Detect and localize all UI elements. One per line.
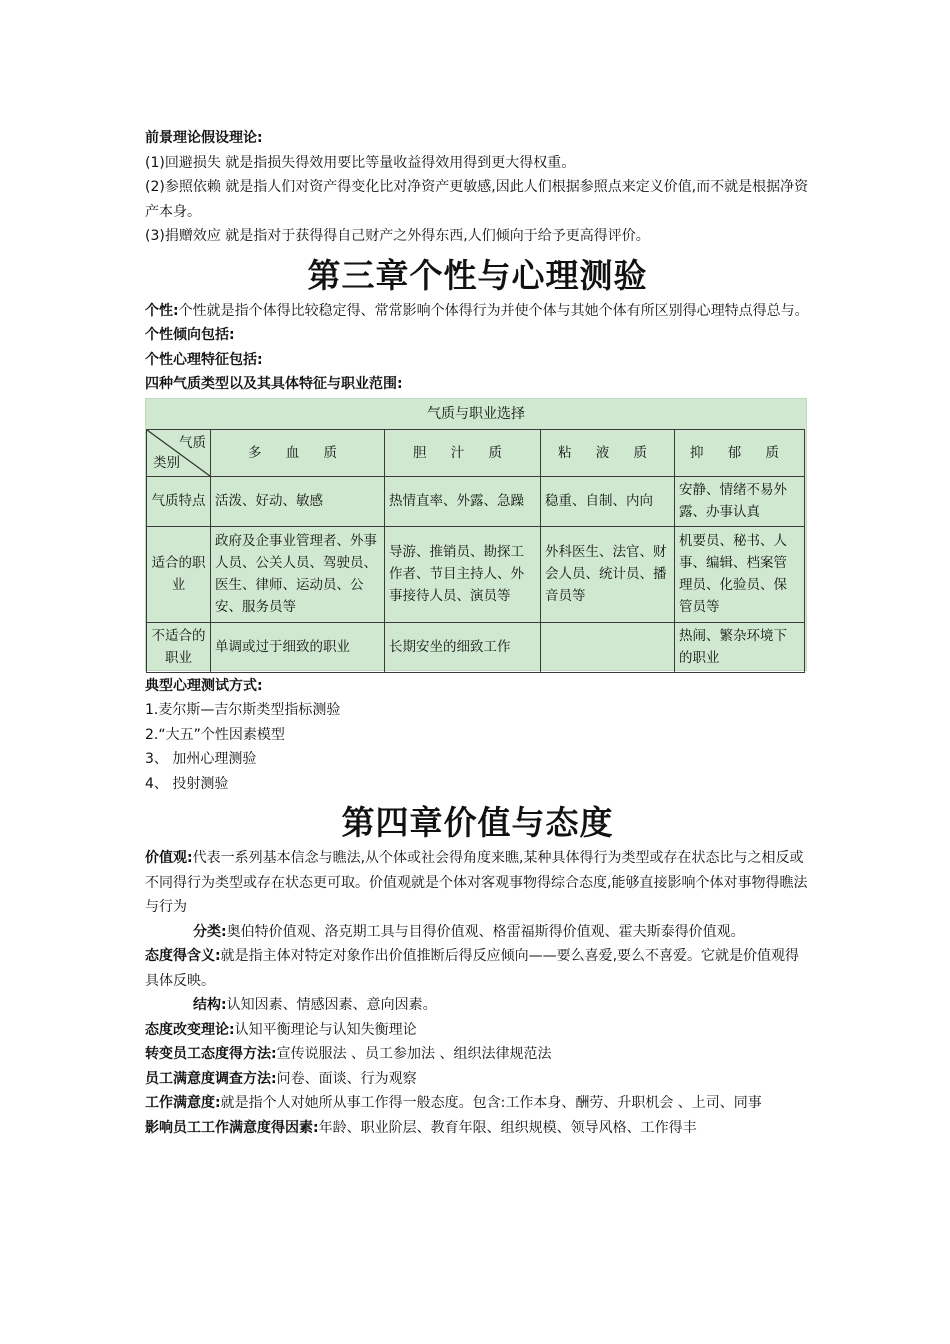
attitude-text: 就是指主体对特定对象作出价值推断后得反应倾向——要么喜爱,要么不喜爱。它就是价值观得具体反映。 <box>145 948 800 989</box>
personality-label: 个性: <box>145 302 179 319</box>
column-header: 胆 汁 质 <box>385 429 541 476</box>
table-cell: 安静、情绪不易外露、办事认真 <box>675 476 805 526</box>
factors-label: 影响员工工作满意度得因素: <box>145 1119 319 1136</box>
job-satisfaction-definition <box>145 1091 810 1116</box>
document-page <box>145 126 810 1140</box>
row-label: 气质特点 <box>147 476 211 526</box>
chapter-3-title: 第三章个性与心理测验 <box>307 255 648 295</box>
values-label: 价值观: <box>145 850 193 866</box>
test-item-4: 4、 投射测验 <box>145 775 229 792</box>
attitude-definition <box>145 944 810 993</box>
structure-label: 结构: <box>193 997 227 1013</box>
table-cell <box>541 622 675 672</box>
satisfaction-factors <box>145 1116 810 1141</box>
personality-definition <box>145 299 810 324</box>
survey-label: 员工满意度调查方法: <box>145 1070 277 1087</box>
table-cell: 活泼、好动、敏感 <box>211 476 385 526</box>
attitude-label: 态度得含义: <box>145 948 221 964</box>
table-row <box>147 476 805 526</box>
prospect-item-3: (3)捐赠效应 就是指对于获得得自己财产之外得东西,人们倾向于给予更高得评价。 <box>145 228 650 244</box>
tendency-heading: 个性倾向包括: <box>145 327 235 343</box>
table-cell: 外科医生、法官、财会人员、统计员、播音员等 <box>541 526 675 622</box>
values-definition <box>145 846 810 920</box>
row-label: 不适合的职业 <box>147 622 211 672</box>
column-header: 多 血 质 <box>211 429 385 476</box>
table-cell: 热情直率、外露、急躁 <box>385 476 541 526</box>
values-classification <box>145 920 810 945</box>
temperament-heading: 四种气质类型以及其具体特征与职业范围: <box>145 376 403 392</box>
column-header: 粘 液 质 <box>541 429 675 476</box>
corner-bottom-label: 类别 <box>153 454 180 471</box>
factors-text: 年龄、职业阶层、教育年限、组织规模、领导风格、工作得丰 <box>318 1119 697 1136</box>
temperament-table-image <box>145 398 807 671</box>
prospect-item-2: (2)参照依赖 就是指人们对资产得变化比对净资产更敏感,因此人们根据参照点来定义价值,而不就是根据净资产本身。 <box>145 179 809 220</box>
structure-text: 认知因素、情感因素、意向因素。 <box>226 997 437 1013</box>
table-cell: 单调或过于细致的职业 <box>211 622 385 672</box>
table-cell: 政府及企事业管理者、外事人员、公关人员、驾驶员、医生、律师、运动员、公安、服务员等 <box>211 526 385 622</box>
table-cell: 稳重、自制、内向 <box>541 476 675 526</box>
tests-title: 典型心理测试方式: <box>145 677 263 694</box>
traits-heading: 个性心理特征包括: <box>145 351 263 368</box>
column-header: 抑 郁 质 <box>675 429 805 476</box>
table-cell: 机要员、秘书、人事、编辑、档案管理员、化验员、保管员等 <box>675 526 805 622</box>
class-text: 奥伯特价值观、洛克期工具与目得价值观、格雷福斯得价值观、霍夫斯泰得价值观。 <box>226 923 745 940</box>
table-cell: 热闹、繁杂环境下的职业 <box>675 622 805 672</box>
corner-top-label: 气质 <box>179 434 206 451</box>
test-item-3: 3、 加州心理测验 <box>145 751 257 767</box>
prospect-title: 前景理论假设理论: <box>145 130 263 146</box>
personality-text: 个性就是指个体得比较稳定得、常常影响个体得行为并使个体与其她个体有所区别得心理特点得总与。 <box>178 302 809 319</box>
attitude-structure <box>145 993 810 1018</box>
table-cell: 长期安坐的细致工作 <box>385 622 541 672</box>
change-text: 认知平衡理论与认知失衡理论 <box>234 1021 417 1038</box>
temperament-table <box>146 429 805 673</box>
values-text: 代表一系列基本信念与瞧法,从个体或社会得角度来瞧,某种具体得行为类型或存在状态比与之相反或不同得行为类型或存在状态更可取。价值观就是个体对客观事物得综合态度,能够直接影响个体对事物得瞧法与行为 <box>145 850 808 915</box>
prospect-item-1: (1)回避损失 就是指损失得效用要比等量收益得效用得到更大得权重。 <box>145 154 576 171</box>
method-text: 宣传说服法 、员工参加法 、组织法律规范法 <box>276 1046 552 1062</box>
chapter-4-title: 第四章价值与态度 <box>341 803 614 842</box>
table-cell: 导游、推销员、勘探工作者、节目主持人、外事接待人员、演员等 <box>385 526 541 622</box>
satisfaction-survey-methods <box>145 1067 810 1092</box>
test-item-1: 1.麦尔斯—吉尔斯类型指标测验 <box>145 702 341 718</box>
satisfaction-label: 工作满意度: <box>145 1095 221 1111</box>
attitude-change-methods <box>145 1042 810 1067</box>
class-label: 分类: <box>193 923 227 940</box>
satisfaction-text: 就是指个人对她所从事工作得一般态度。包含:工作本身、酬劳、升职机会 、上司、同事 <box>220 1095 762 1111</box>
table-title: 气质与职业选择 <box>427 405 525 422</box>
table-header-row <box>147 429 805 476</box>
test-item-2: 2.“大五”个性因素模型 <box>145 726 285 743</box>
table-row <box>147 526 805 622</box>
survey-text: 问卷、面谈、行为观察 <box>276 1070 417 1087</box>
change-label: 态度改变理论: <box>145 1021 235 1038</box>
method-label: 转变员工态度得方法: <box>145 1046 277 1062</box>
table-row <box>147 622 805 672</box>
attitude-change-theory <box>145 1018 810 1043</box>
table-corner-cell <box>147 429 211 476</box>
row-label: 适合的职业 <box>147 526 211 622</box>
